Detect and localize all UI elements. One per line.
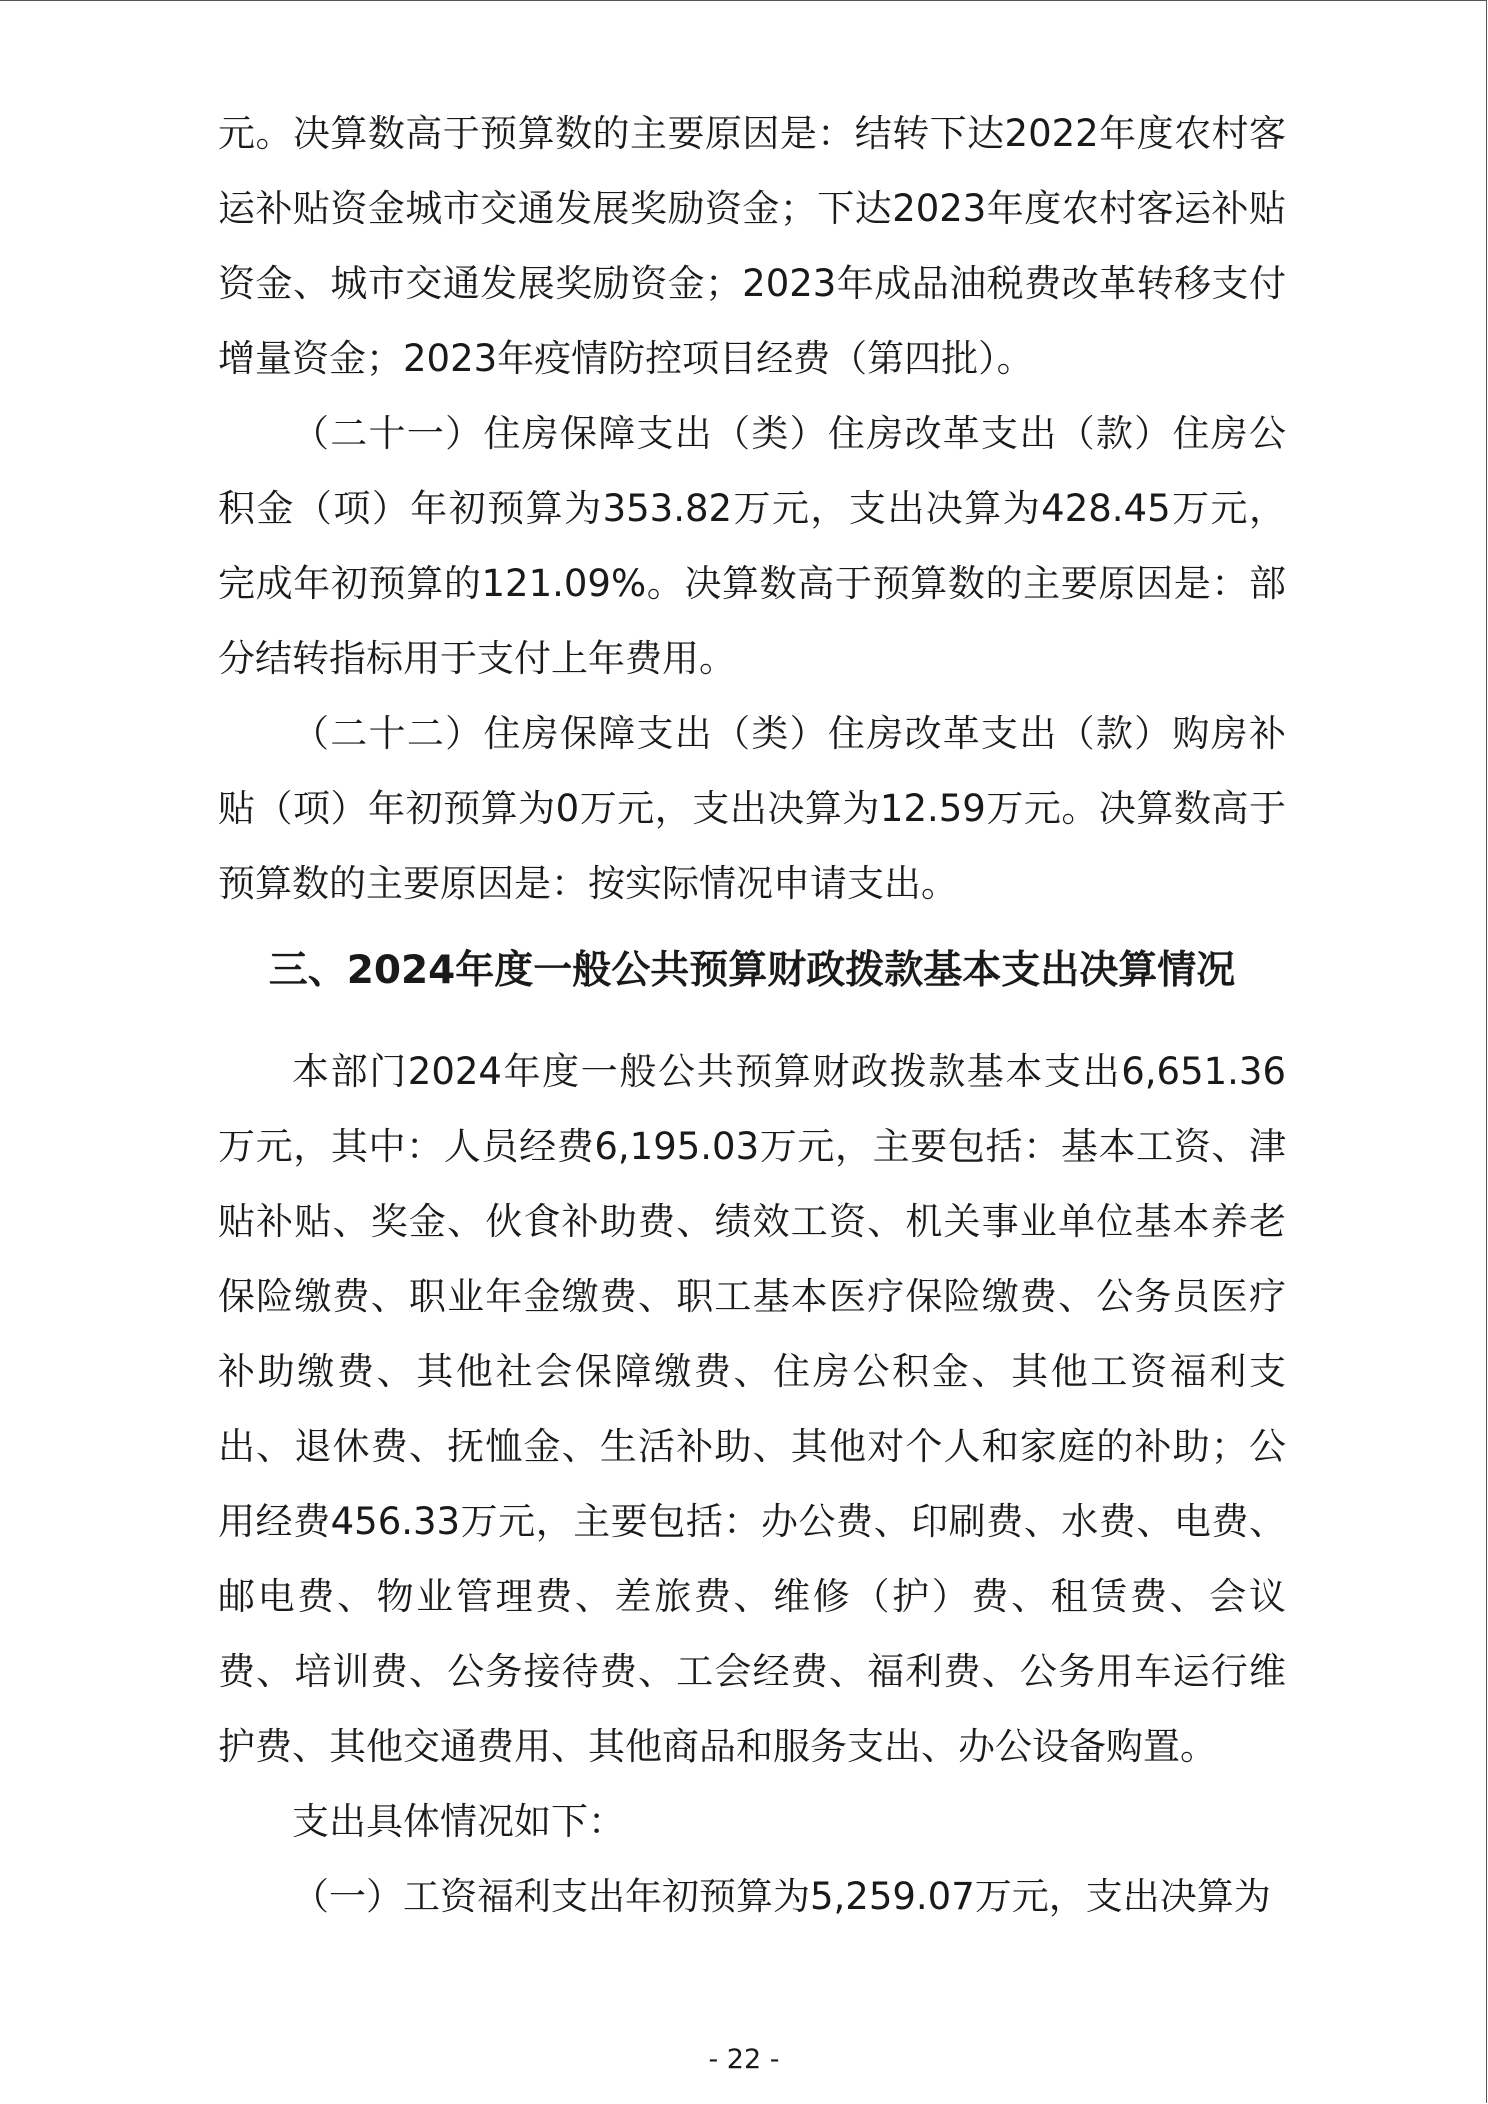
document-body — [218, 96, 1286, 1934]
paragraph-item-21: （二十一）住房保障支出（类）住房改革支出（款）住房公积金（项）年初预算为353.82万元，支出决算为428.45万元，完成年初预算的121.09%。决算数高于预算数的主要原因是：部分结转指标用于支付上年费用。 — [218, 412, 1286, 680]
paragraph-item-22: （二十二）住房保障支出（类）住房改革支出（款）购房补贴（项）年初预算为0万元，支出决算为12.59万元。决算数高于预算数的主要原因是：按实际情况申请支出。 — [218, 712, 1286, 905]
paragraph-details-intro: 支出具体情况如下： — [292, 1800, 625, 1843]
paragraph-continuation: 元。决算数高于预算数的主要原因是：结转下达2022年度农村客运补贴资金城市交通发展奖励资金；下达2023年度农村客运补贴资金、城市交通发展奖励资金；2023年成品油税费改革转移支付增量资金；2023年疫情防控项目经费（第四批）。 — [218, 112, 1286, 380]
paragraph-basic-expenditure: 本部门2024年度一般公共预算财政拨款基本支出6,651.36万元，其中：人员经费6,195.03万元，主要包括：基本工资、津贴补贴、奖金、伙食补助费、绩效工资、机关事业单位基本养老保险缴费、职业年金缴费、职工基本医疗保险缴费、公务员医疗补助缴费、其他社会保障缴费、住房公积金、其他工资福利支出、退休费、抚恤金、生活补助、其他对个人和家庭的补助；公用经费456.33万元，主要包括：办公费、印刷费、水费、电费、邮电费、物业管理费、差旅费、维修（护）费、租赁费、会议费、培训费、公务接待费、工会经费、福利费、公务用车运行维护费、其他交通费用、其他商品和服务支出、办公设备购置。 — [218, 1050, 1286, 1768]
page-number: - 22 - — [708, 2044, 780, 2075]
paragraph-item-1: （一）工资福利支出年初预算为5,259.07万元，支出决算为 — [292, 1875, 1271, 1918]
section-heading: 三、2024年度一般公共预算财政拨款基本支出决算情况 — [268, 948, 1236, 993]
